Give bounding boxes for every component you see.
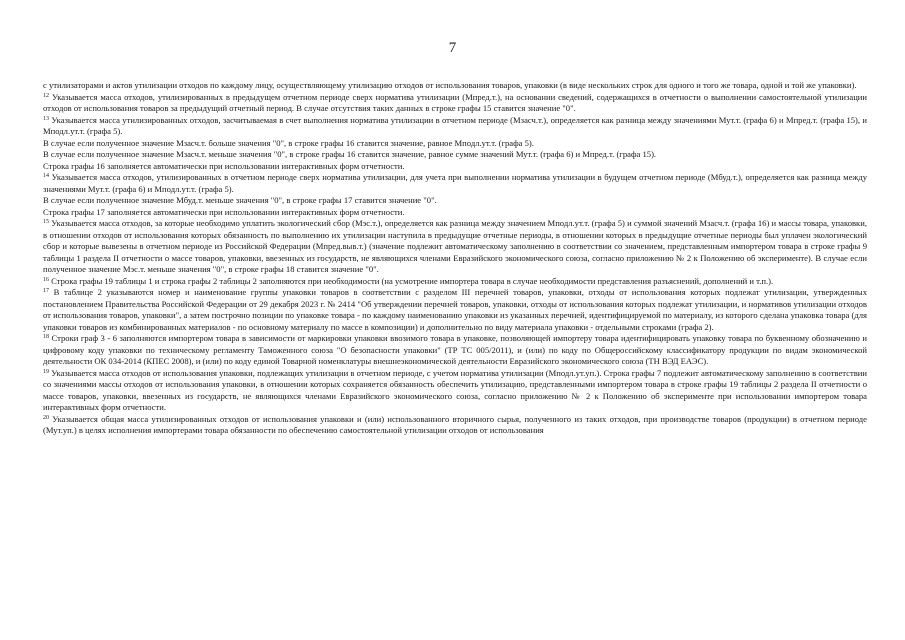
document-body	[43, 80, 867, 437]
footnote-paragraph	[43, 218, 867, 276]
footnote-paragraph	[43, 414, 867, 437]
footnote-marker: 15	[43, 219, 49, 225]
paragraph	[43, 207, 867, 219]
footnote-marker: 20	[43, 414, 49, 421]
paragraph-text: Строка графы 17 заполняется автоматически при использовании интерактивных форм отчетности.	[43, 206, 405, 217]
footnote-paragraph	[43, 172, 867, 195]
paragraph	[43, 80, 867, 92]
footnote-marker: 16	[43, 276, 49, 283]
paragraph-text: В таблице 2 указываются номер и наименование группы упаковки товаров в соответствии с разделом III перечней товаров, упаковки, отходы от использования которых подлежат утилизации, утвержденных постановлением Правительства Российской Федерации от 29 декабря 2023 г. № 2414 "Об утверждении перечней товаров, упаковки, отходы от использования которых подлежат утилизации, и нормативов утилизации отходов от использования товаров, упаковки", а затем построчно позиции по упаковке товара - по каждому наименованию упаковки из указанных перечней, идентифицируемой по материалу, из которого сделана упаковка товара (для упаковки товаров из комбинированных материалов - по основному материалу по массе в композиции) и дополнительно по виду материала упаковки - отдельными строками (графа 2).	[43, 287, 867, 332]
paragraph-text: с утилизаторами и актов утилизации отходов по каждому лицу, осуществляющему утилизацию отходов от использования товаров, упаковки (в виде нескольких строк для одного и того же товара, одной и той же упаковки).	[43, 80, 857, 90]
paragraph-text: Указывается масса отходов, утилизированных в предыдущем отчетном периоде сверх норматива утилизации (Мпред.т.), на основании сведений, содержащихся в отчетности о выполнении самостоятельной утилизации отходов от использования товаров за предыдущий отчетный период. В случае отсутствия таких данных в строке графы 15 ставится значение "0".	[43, 91, 867, 113]
footnote-marker: 14	[43, 173, 49, 179]
footnote-paragraph	[43, 368, 867, 414]
paragraph-text: Указывается общая масса утилизированных отходов от использования упаковки и (или) использованного вторичного сырья, полученного из таких отходов, при производстве товаров (продукции) в отчетном периоде (Мут.уп.) в целях исполнения импортерами товара обязанности по обеспечению самостоятельной утилизации отходов от использования	[43, 413, 867, 435]
paragraph-text: Указывается масса утилизированных отходов, засчитываемая в счет выполнения норматива утилизации в отчетном периоде (Мзасч.т.), определяется как разница между значениями Мут.т. (графа 6) и Мпред.т. (графа 15), и Мподл.ут.т. (графа 5).	[43, 114, 867, 136]
paragraph	[43, 195, 867, 207]
paragraph-text: В случае если полученное значение Мзасч.т. больше значения "0", в строке графы 16 ставится значение, равное Мподл.ут.т. (графа 5).	[43, 137, 534, 148]
footnote-marker: 18	[43, 334, 49, 340]
paragraph	[43, 149, 867, 161]
footnote-paragraph	[43, 287, 867, 333]
footnote-paragraph	[43, 115, 867, 138]
page-number: 7	[448, 40, 457, 56]
footnote-marker: 13	[43, 115, 49, 122]
paragraph-text: Строки граф 3 - 6 заполняются импортером товара в зависимости от маркировки упаковки ввозимого товара в упаковке, позволяющей импортеру товара идентифицировать упаковку товара по буквенному обозначению и цифровому коду упаковки по техническому регламенту Таможенного союза "О безопасности упаковки" (ТР ТС 005/2011), и (или) по коду по Общероссийскому классификатору продукции по видам экономической деятельности ОК 034-2014 (КПЕС 2008), и (или) по коду единой Товарной номенклатуры внешнеэкономической деятельности Евразийского экономического союза (ТН ВЭД ЕАЭС).	[43, 333, 867, 366]
paragraph-text: Указывается масса отходов от использования упаковки, подлежащих утилизации в отчетном периоде, с учетом норматива утилизации (Мподл.ут.уп.). Строка графы 7 подлежит автоматическому заполнению в соответствии со значениями массы отходов от использования упаковки, в отношении которых сохраняется обязанность обеспечить утилизацию, представленными импортером товара в строке графы 19 таблицы 2 раздела II отчетности о массе товаров, упаковки, ввезенных из государств, не являющихся членами Евразийского экономического союза, согласно приложению № 2 к Положению об эксперименте при использовании импортером товара интерактивных форм отчетности.	[43, 367, 867, 412]
footnote-marker: 12	[43, 92, 49, 99]
paragraph-text: В случае если полученное значение Мзасч.т. меньше значения "0", в строке графы 16 ставится значение, равное сумме значений Мут.т. (графа 6) и Мпред.т. (графа 15).	[43, 149, 657, 159]
footnote-marker: 19	[43, 368, 49, 375]
footnote-paragraph	[43, 333, 867, 368]
footnote-paragraph	[43, 92, 867, 115]
paragraph	[43, 161, 867, 173]
paragraph-text: В случае если полученное значение Мбуд.т. меньше значения "0", в строке графы 17 ставится значение "0".	[43, 195, 437, 205]
paragraph	[43, 138, 867, 150]
footnote-marker: 17	[43, 288, 49, 294]
footnote-paragraph	[43, 276, 867, 288]
paragraph-text: Строка графы 16 заполняется автоматически при использовании интерактивных форм отчетности.	[43, 160, 405, 171]
paragraph-text: Указывается масса отходов, утилизированных в отчетном периоде сверх норматива утилизации, для учета при выполнении норматива утилизации в будущем отчетном периоде (Мбуд.т.), определяется как разница между значениями Мут.т. (графа 6) и Мподл.ут.т. (графа 5).	[43, 172, 867, 194]
paragraph-text: Указывается масса отходов, за которые необходимо уплатить экологический сбор (Мэс.т.), определяется как разница между значением Мподл.ут.т. (графа 5) и суммой значений Мзасч.т. (графа 16) и массы товара, упаковки, в отношении отходов от использования которых обязанность по выполнению их утилизации наступила в предыдущие отчетные периоды, в отношении которых в предыдущие отчетные периоды был уплачен экологический сбор и которые вывезены в отчетном периоде из Российской Федерации (Мпред.выв.т.) (значение подлежит автоматическому заполнению в соответствии со значением, представленным импортером товара в строке графы 9 таблицы 1 раздела II отчетности о массе товаров, упаковки, ввезенных из государств, не являющихся членами Евразийского экономического союза, согласно приложению № 2 к Положению об эксперименте). В случае если полученное значение Мэс.т. меньше значения "0", в строке графы 18 ставится значение "0".	[43, 218, 867, 274]
paragraph-text: Строка графы 19 таблицы 1 и строка графы 2 таблицы 2 заполняются при необходимости (на усмотрение импортера товара в случае необходимости представления разъяснений, дополнений и т.п.).	[51, 275, 774, 286]
